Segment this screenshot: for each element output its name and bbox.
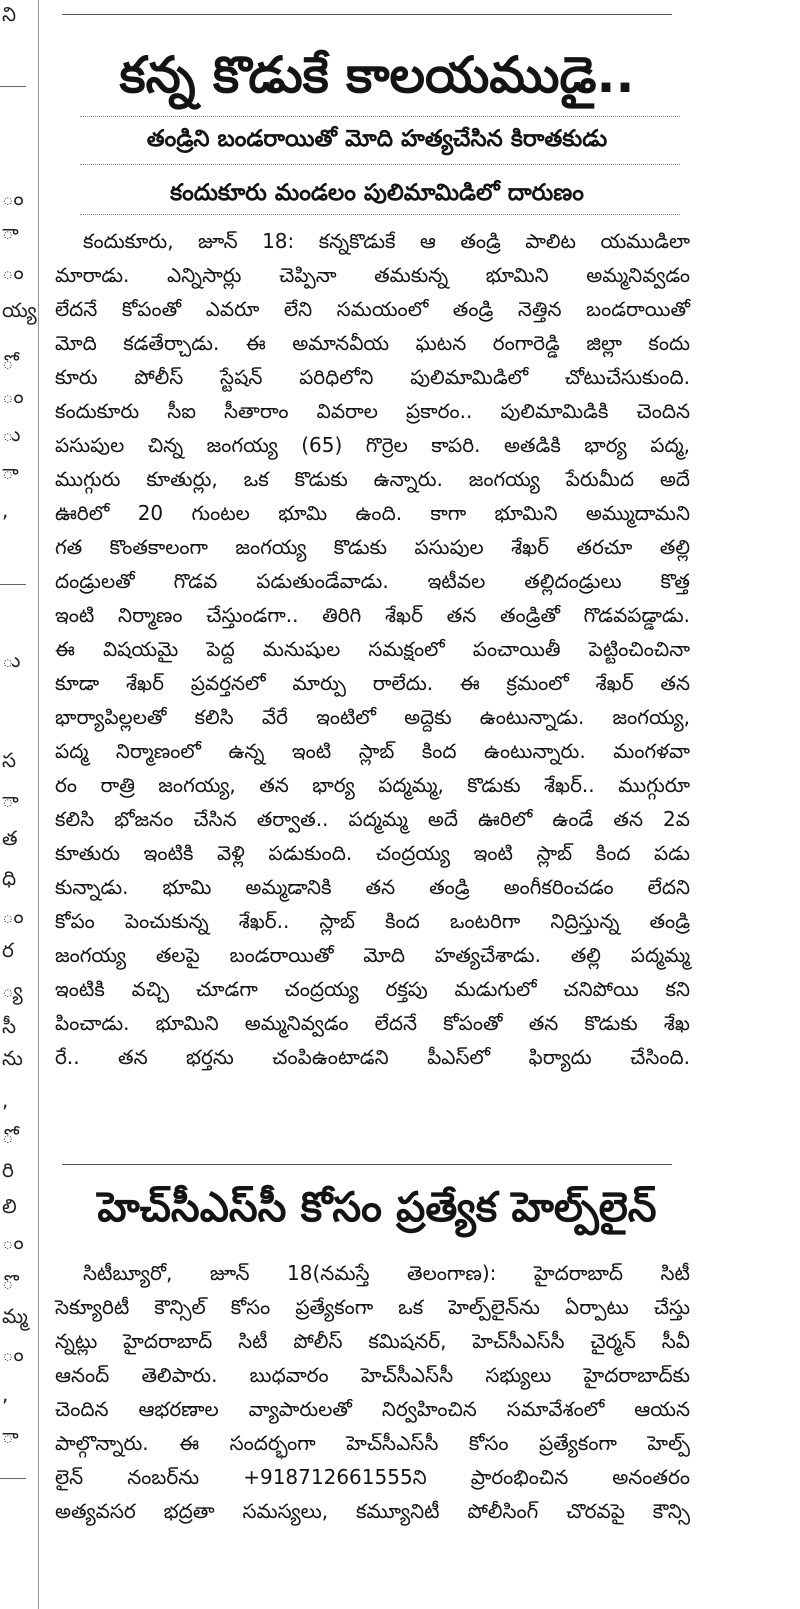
body-line: రం రాత్రి జంగయ్య, తన భార్య పద్మమ్మ, కొడుకు శేఖర్.. ముగ్గురూ [55,773,690,797]
strip-fragment: ్య [2,978,23,1002]
strip-fragment: ా [2,220,19,244]
body-line: కోపం పెంచుకున్న శేఖర్.. స్లాబ్ కింద ఒంటరిగా నిద్రిస్తున్న తండ్రి [55,909,690,933]
strip-rule [0,584,26,585]
body-line: పద్మ నిర్మాణంలో ఉన్న ఇంటి స్లాబ్ కింద ఉంటున్నారు. మంగళవా [55,739,690,763]
strip-fragment: లి [2,1194,17,1218]
article1-subheadline-2: కందుకూరు మండలం పులిమామిడిలో దారుణం [170,180,584,206]
strip-fragment: ో [2,1124,14,1148]
body-line: పసుపుల చిన్న జంగయ్య (65) గొర్రెల కాపరి. అతడికి భార్య పద్మ, [55,433,690,457]
adjacent-column-fragment [0,0,37,1609]
strip-fragment: ం [2,260,24,284]
strip-fragment: ం [2,186,24,210]
strip-fragment: ం [2,1230,24,1254]
body-line: రే.. తన భర్తను చంపిఉంటాడని పీఎస్‌లో ఫిర్యాదు చేసింది. [55,1045,690,1069]
strip-fragment: , [2,1088,9,1112]
strip-fragment: ను [2,1046,23,1070]
body-line: ఇంటికి వచ్చి చూడగా చంద్రయ్య రక్తపు మడుగులో చనిపోయి కని [55,977,690,1001]
body-line: లేదనే కోపంతో ఎవరూ లేని సమయంలో తండ్రి నెత్తిన బండరాయితో [55,297,690,321]
body-line: సిటీబ్యూరో, జూన్ 18(నమస్తే తెలంగాణ): హైదరాబాద్ సిటీ [83,1261,690,1285]
strip-rule [0,86,26,87]
body-line: ముగ్గురు కూతుర్లు, ఒక కొడుకు ఉన్నారు. జంగయ్య పేరుమీద అదే [55,467,690,491]
body-line: కందుకూరు, జూన్ 18: కన్నకొడుకే ఆ తండ్రి పాలిట యముడిలా [83,229,690,253]
strip-fragment: ో [2,350,14,374]
strip-fragment: రి [2,1158,14,1182]
strip-fragment: మ్మ [2,1304,28,1328]
body-line: కూరు పోలీస్ స్టేషన్ పరిధిలోని పులిమామిడిలో చోటుచేసుకుంది. [55,365,690,389]
strip-fragment: ని [2,2,17,26]
strip-fragment: ం [2,1342,24,1366]
body-line: పాల్గొన్నారు. ఈ సందర్భంగా హెచ్‌సీఎస్‌సీ కోసం ప్రత్యేకంగా హెల్ప్ [55,1431,690,1455]
top-rule [62,14,672,15]
strip-fragment: ొ [2,1270,14,1294]
article2-headline: హెచ్‌సీఎస్‌సీ కోసం ప్రత్యేక హెల్ప్‌లైన్ [97,1183,657,1231]
body-line: మోది కడతేర్చాడు. ఈ అమానవీయ ఘటన రంగారెడ్డి జిల్లా కందు [55,331,690,355]
body-line: దండ్రులతో గొడవ పడుతుండేవాడు. ఇటీవల తల్లిదండ్రులు కొత్త [55,569,690,593]
strip-fragment: ం [2,904,24,928]
body-line: కలిసి భోజనం చేసిన తర్వాత.. పద్మమ్మ అదే ఊరిలో ఉండే తన 2వ [55,807,690,831]
body-line: కందుకూరు సీఐ సీతారాం వివరాల ప్రకారం.. పులిమామిడికి చెందిన [55,399,690,423]
strip-fragment: త [2,826,18,850]
body-line: కూతురు ఇంటికి వెళ్లి పడుకుంది. చంద్రయ్య ఇంటి స్లాబ్ కింద పడు [55,841,690,865]
body-line: జంగయ్య తలపై బండరాయితో మోది హత్యచేశాడు. తల్లి పద్మమ్మ [55,943,690,967]
dotted-rule [80,116,680,117]
body-line: సెక్యూరిటీ కౌన్సిల్ కోసం ప్రత్యేకంగా ఒక హెల్ప్‌లైన్‌ను ఏర్పాటు చేస్తు [55,1295,690,1319]
dotted-rule [80,164,680,165]
column-divider [38,0,39,1609]
body-line: లైన్ నంబర్‌ను +918712661555ని ప్రారంభించిన అనంతరం [55,1465,690,1489]
strip-fragment: య్య [2,298,37,322]
body-line: పించాడు. భూమిని అమ్మనివ్వడం లేదనే కోపంతో తన కొడుకు శేఖ [55,1011,690,1035]
strip-fragment: స [2,748,17,772]
body-line: ఆనంద్ తెలిపారు. బుధవారం హెచ్‌సీఎస్‌సీ సభ్యులు హైదరాబాద్‌కు [55,1363,690,1387]
body-line: మారాడు. ఎన్నిసార్లు చెప్పినా తమకున్న భూమిని అమ్మనివ్వడం [55,263,690,287]
body-line: కూడా శేఖర్ ప్రవర్తనలో మార్పు రాలేదు. ఈ క్రమంలో శేఖర్ తన [55,671,690,695]
strip-fragment: ు [2,648,21,672]
strip-fragment: , [2,1382,9,1406]
strip-fragment: ా [2,788,19,812]
section-rule [62,1164,672,1165]
article1-body [55,224,690,1074]
strip-fragment: ా [2,1424,19,1448]
strip-fragment: ధి [2,866,17,890]
body-line: ఈ విషయమై పెద్ద మనుషుల సమక్షంలో పంచాయితీ పెట్టించించినా [55,637,690,661]
body-line: ఇంటి నిర్మాణం చేస్తుండగా.. తిరిగి శేఖర్ తన తండ్రితో గొడవపడ్డాడు. [55,603,690,627]
body-line: చెందిన ఆభరణాల వ్యాపారులతో నిర్వహించిన సమావేశంలో ఆయన [55,1397,690,1421]
strip-fragment: సీ [2,1014,17,1038]
body-line: గత కొంతకాలంగా జంగయ్య కొడుకు పసుపుల శేఖర్ తరచూ తల్లి [55,535,690,559]
body-line: కున్నాడు. భూమి అమ్మడానికి తన తండ్రి అంగీకరించడం లేదని [55,875,690,899]
article1-headline: కన్న కొడుకే కాలయముడై.. [119,46,635,104]
body-line: భార్యాపిల్లలతో కలిసి వేరే ఇంటిలో అద్దెకు ఉంటున్నాడు. జంగయ్య, [55,705,690,729]
body-line: ఊరిలో 20 గుంటల భూమి ఉంది. కాగా భూమిని అమ్ముదామని [55,501,690,525]
body-line: అత్యవసర భద్రతా సమస్యలు, కమ్యూనిటీ పోలీసింగ్ చొరవపై కౌన్సి [55,1499,690,1523]
strip-fragment: ం [2,384,24,408]
strip-fragment: ు [2,422,21,446]
article1-subheadline-1: తండ్రిని బండరాయితో మోది హత్యచేసిన కిరాతకుడు [146,126,608,152]
strip-fragment: ర [2,938,14,962]
strip-rule [0,1478,26,1479]
body-line: న్నట్లు హైదరాబాద్ సిటీ పోలీస్ కమిషనర్, హెచ్‌సీఎస్‌సీ చైర్మన్ సీవీ [55,1329,690,1353]
strip-fragment: , [2,498,9,522]
article2-body [55,1256,690,1528]
strip-fragment: ా [2,460,19,484]
dotted-rule [80,214,680,215]
